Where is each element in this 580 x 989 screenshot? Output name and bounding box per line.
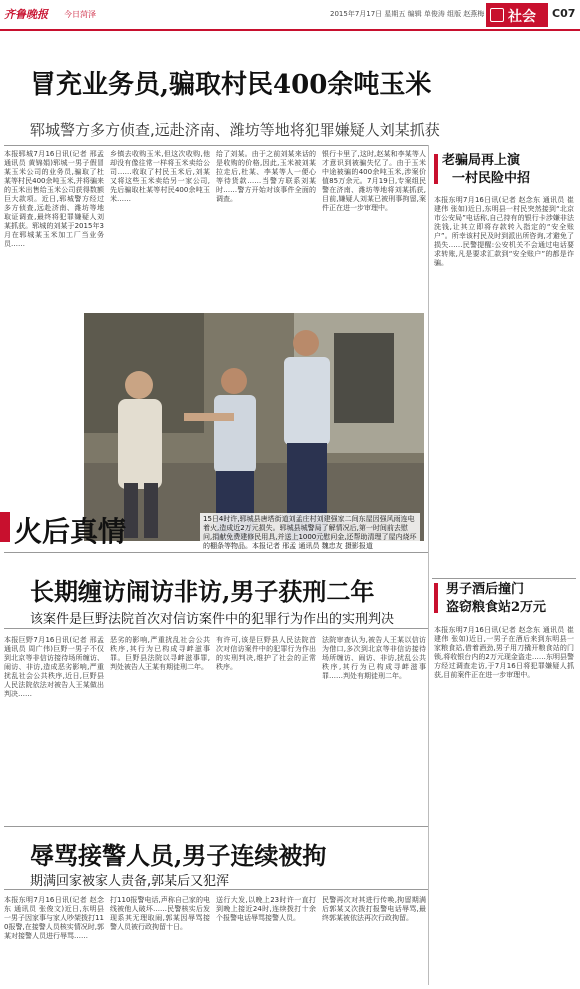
article3-col1: 本报东明7月16日讯(记者 赵念东 通讯员 张俊文)近日,东明县一男子因家事与家人吵架拨打110报警,在接警人员核实情况时,郭某对接警人员进行辱骂…… <box>4 896 104 940</box>
photo-story-title: 火后真情 <box>14 515 127 548</box>
accent-bar <box>0 512 10 542</box>
sidebar-divider <box>428 145 429 985</box>
sidebar-story1-headline-2: 一村民险中招 <box>452 171 531 186</box>
news-photo <box>84 313 424 541</box>
top-rule <box>0 29 580 31</box>
accent-bar <box>434 154 438 184</box>
article1-col4: 银行卡里了,这时,赵某和李某等人才意识到被骗失忆了。由于玉米中途被骗的400余吨玉米,涉案价值85万余元。7月19日,专案组民警在济南、潍坊等地将刘某抓获,目前,嫌疑人刘某已被刑事拘留,案件正在进一步审理中。 <box>322 150 426 212</box>
article1-subhead: 郓城警方多方侦查,远赴济南、潍坊等地将犯罪嫌疑人刘某抓获 <box>30 121 440 139</box>
article1-col2: 乡镇去收购玉米,但这次收购,他却没有像往常一样将玉米卖给公司……收取了村民玉米后,刘某又将这些玉米卖给另一家公司,先后骗取杜某等村民400余吨玉米…… <box>110 150 210 203</box>
article2-col3: 有许可,该是巨野县人民法院首次对信访案件中的犯罪行为作出的实刑判决,维护了社会的正常秩序。 <box>216 636 316 671</box>
article2-col1: 本报巨野7月16日讯(记者 邢孟 通讯员 周广伟)巨野一男子不仅到北京等非信访接待场所缠访、闹访、非访,造成恶劣影响,严重扰乱社会公共秩序,近日,巨野县人民法院依法对被告人王某做出判决…… <box>4 636 104 698</box>
article1-headline: 冒充业务员,骗取村民400余吨玉米 <box>30 70 432 100</box>
sidebar-story1-text: 本报东明7月16日讯(记者 赵念东 通讯员 崔建伟 张如)近日,东明县一村民突然接到“北京市公安局”电话称,自己持有的银行卡涉嫌非法洗钱,让其立即将存款转入指定的“安全账户”。所幸该村民及时到派出所咨询,才避免了损失……民警提醒:公安机关不会通过电话要求转账,凡是要求汇款到“安全账户”的都是诈骗。 <box>434 196 574 267</box>
sidebar-story2-text: 本报东明7月16日讯(记者 赵念东 通讯员 崔建伟 张如)近日,一男子在酒后来到东明县一家粮食站,借着酒劲,男子用刀撬开粮食站的门锁,将收银台内的2万元现金盗走……东明县警方经过调查走访,于7月16日将犯罪嫌疑人抓获,目前案件正在进一步审理中。 <box>434 626 574 679</box>
photo-caption: 15日4时许,郓城县唐塔街道刘孟庄村刘建强家二间东屋因强风雨连电着火,造成近2万元损失。郓城县城警局了解情况后,第一时间前去慰问,捐献免费建修民用具,并送上1000元慰问金,还帮助清理了屋内烧坏的棚条等物品。本报记者 邢孟 通讯员 魏忠友 摄影报道 <box>200 513 420 553</box>
brand-logo: 齐鲁晚报 <box>4 8 48 21</box>
divider <box>4 889 428 890</box>
article3-col3: 送行大发,以晚上23时许一直打到晚上接近24时,连续拨打十余个报警电话辱骂接警人员。 <box>216 896 316 922</box>
sidebar-story2-headline-1: 男子酒后撞门 <box>446 582 525 597</box>
accent-bar <box>434 583 438 613</box>
divider <box>432 578 576 579</box>
divider <box>4 145 428 146</box>
bookmark-icon <box>490 8 504 22</box>
article3-col4: 民警再次对其进行传唤,拘留期满后郭某又次拨打报警电话辱骂,最终郭某被依法再次行政拘留。 <box>322 896 426 922</box>
sidebar-story1-headline-1: 老骗局再上演 <box>442 153 521 168</box>
photo-illustration <box>84 313 424 541</box>
divider <box>4 826 428 827</box>
article3-col2: 打110报警电话,声称自己家的电线被他人破坏……民警核实后发现系其无理取闹,郭某因辱骂接警人员被行政拘留十日。 <box>110 896 210 931</box>
divider <box>4 628 428 629</box>
section-label: 社会 <box>508 9 536 25</box>
issue-info: 2015年7月17日 星期五 编辑 单俊涛 组版 赵燕梅 <box>330 10 485 18</box>
divider <box>4 552 428 553</box>
sidebar-story2-headline-2: 盗窃粮食站2万元 <box>446 600 547 615</box>
article1-col1: 本报郓城7月16日讯(记者 邢孟 通讯员 黄锦娟)郓城一男子假冒某玉米公司的业务员,骗取了杜某等村民400余吨玉米,并将骗来的玉米出售给玉米公司获得数额巨大款项。近日,郓城警方经过多方侦查,远赴济南、潍坊等地取证调查,最终将犯罪嫌疑人刘某抓获。郓城的刘某于2015年3月在郓城某玉米加工厂当业务员…… <box>4 150 104 248</box>
article1-col3: 给了刘某。由于之前刘某来话的是收购的价格,因此,玉米被刘某拉走后,杜某、李某等人一便心等待货款……当警方联系刘某时……警方开始对该事件全面的调查。 <box>216 150 316 203</box>
article2-col4: 法院审查认为,被告人王某以信访为借口,多次到北京等非信访接待场所缠访、闹访、非访,扰乱公共秩序,其行为已构成寻衅滋事罪……判处有期徒刑二年。 <box>322 636 426 680</box>
masthead <box>0 0 580 30</box>
article2-headline: 长期缠访闹访非访,男子获刑二年 <box>30 577 375 606</box>
section-badge <box>486 3 548 27</box>
article3-headline: 辱骂接警人员,男子连续被拘 <box>30 841 327 870</box>
page-number: C07 <box>552 7 576 20</box>
brand-subtitle: 今日菏泽 <box>64 10 96 19</box>
article3-subhead: 期满回家被家人责备,郭某后又犯浑 <box>30 874 230 889</box>
article2-subhead: 该案件是巨野法院首次对信访案件中的犯罪行为作出的实刑判决 <box>30 612 395 627</box>
article2-col2: 恶劣的影响,严重扰乱社会公共秩序,其行为已构成寻衅滋事罪。巨野县法院以寻衅滋事罪,判处被告人王某有期徒刑二年。 <box>110 636 210 671</box>
